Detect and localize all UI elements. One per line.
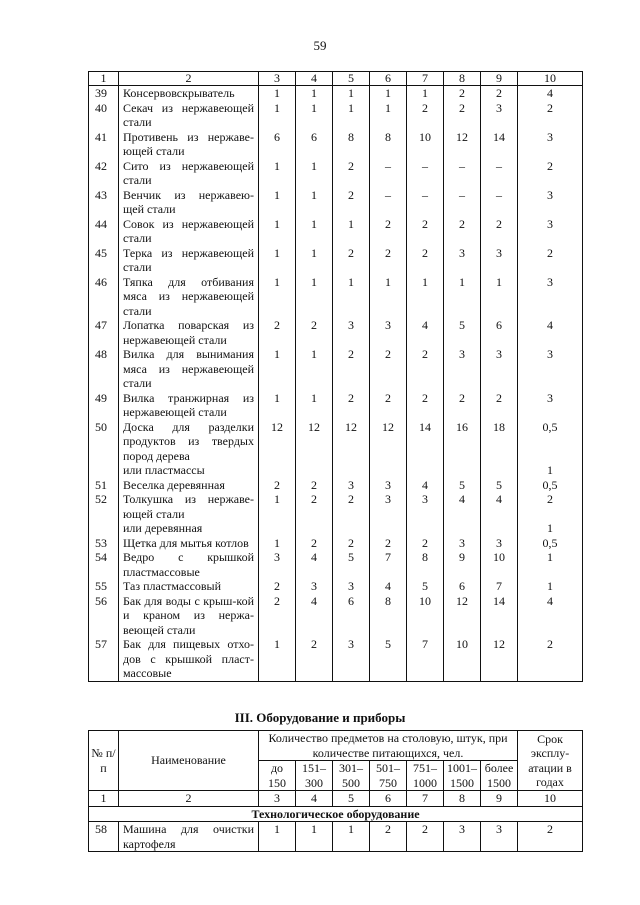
column-number: 4 xyxy=(296,72,333,86)
quantity-cell: 2 xyxy=(370,822,407,852)
quantity-cell: 14 xyxy=(481,130,518,159)
quantity-cell: 5 xyxy=(370,637,407,681)
quantity-cell: 2 xyxy=(407,101,444,130)
service-life: 2 xyxy=(518,246,583,275)
quantity-cell xyxy=(370,463,407,478)
quantity-cell: 1 xyxy=(333,86,370,101)
table-row xyxy=(89,275,583,319)
quantity-cell: 4 xyxy=(407,318,444,347)
quantity-cell: 2 xyxy=(333,246,370,275)
row-number xyxy=(89,463,119,478)
service-life: 1 xyxy=(518,579,583,594)
quantity-cell: 1 xyxy=(259,347,296,391)
quantity-cell: 12 xyxy=(444,594,481,638)
quantity-cell: 1 xyxy=(259,246,296,275)
column-number: 1 xyxy=(89,72,119,86)
quantity-cell: 7 xyxy=(370,550,407,579)
quantity-cell: 3 xyxy=(333,318,370,347)
item-name: или деревянная xyxy=(119,521,259,536)
quantity-cell xyxy=(259,463,296,478)
item-name: или пластмассы xyxy=(119,463,259,478)
item-name: Сито из нержавеющей стали xyxy=(119,159,259,188)
quantity-cell: 14 xyxy=(481,594,518,638)
quantity-cell: 2 xyxy=(259,594,296,638)
row-number: 53 xyxy=(89,536,119,551)
item-name: Веселка деревянная xyxy=(119,478,259,493)
quantity-cell: 2 xyxy=(407,347,444,391)
service-life: 3 xyxy=(518,217,583,246)
quantity-cell: 2 xyxy=(333,536,370,551)
quantity-cell: 2 xyxy=(370,536,407,551)
service-life: 2 xyxy=(518,822,583,852)
column-number: 1 xyxy=(89,791,119,807)
quantity-cell: 1 xyxy=(333,217,370,246)
quantity-cell: 2 xyxy=(444,101,481,130)
quantity-cell: 1 xyxy=(259,159,296,188)
table-row xyxy=(89,86,583,101)
row-number: 44 xyxy=(89,217,119,246)
quantity-cell xyxy=(370,521,407,536)
quantity-cell: 6 xyxy=(296,130,333,159)
row-number: 57 xyxy=(89,637,119,681)
service-life: 3 xyxy=(518,188,583,217)
quantity-cell: 2 xyxy=(296,637,333,681)
quantity-cell: 7 xyxy=(481,579,518,594)
column-number: 6 xyxy=(370,791,407,807)
quantity-cell: – xyxy=(370,188,407,217)
table-row xyxy=(89,521,583,536)
row-number: 52 xyxy=(89,492,119,521)
range-header: 751– 1000 xyxy=(407,761,444,791)
header-quantity: Количество предметов на столовую, штук, при количестве питающихся, чел. xyxy=(259,731,518,761)
quantity-cell: 1 xyxy=(296,101,333,130)
quantity-cell: 2 xyxy=(259,579,296,594)
column-number: 10 xyxy=(518,791,583,807)
quantity-cell: 1 xyxy=(296,188,333,217)
quantity-cell: – xyxy=(407,188,444,217)
quantity-cell: 1 xyxy=(296,86,333,101)
row-number: 50 xyxy=(89,420,119,464)
service-life: 0,5 xyxy=(518,420,583,464)
column-number: 3 xyxy=(259,72,296,86)
quantity-cell: 2 xyxy=(444,391,481,420)
table-row xyxy=(89,822,583,852)
quantity-cell: 4 xyxy=(481,492,518,521)
row-number xyxy=(89,521,119,536)
utensils-table xyxy=(88,71,583,682)
table-row xyxy=(89,347,583,391)
quantity-cell: 4 xyxy=(444,492,481,521)
range-header: более 1500 xyxy=(481,761,518,791)
quantity-cell: 5 xyxy=(444,478,481,493)
quantity-cell: 5 xyxy=(481,478,518,493)
quantity-cell: 3 xyxy=(259,550,296,579)
quantity-cell: 1 xyxy=(296,822,333,852)
item-name: Таз пластмассовый xyxy=(119,579,259,594)
header-name: Наименование xyxy=(119,731,259,791)
quantity-cell: 2 xyxy=(407,217,444,246)
quantity-cell: 1 xyxy=(296,159,333,188)
table-row xyxy=(89,130,583,159)
quantity-cell: 6 xyxy=(259,130,296,159)
quantity-cell: 3 xyxy=(444,246,481,275)
quantity-cell: 12 xyxy=(333,420,370,464)
quantity-cell: 1 xyxy=(259,637,296,681)
quantity-cell: 5 xyxy=(333,550,370,579)
quantity-cell: 1 xyxy=(259,217,296,246)
item-name: Вилка транжирная из нержавеющей стали xyxy=(119,391,259,420)
quantity-cell: 1 xyxy=(259,536,296,551)
quantity-cell: 6 xyxy=(481,318,518,347)
column-number: 9 xyxy=(481,791,518,807)
service-life: 2 xyxy=(518,492,583,521)
quantity-cell: 1 xyxy=(481,275,518,319)
table-row xyxy=(89,188,583,217)
service-life: 2 xyxy=(518,637,583,681)
quantity-cell: 2 xyxy=(407,246,444,275)
column-number: 7 xyxy=(407,791,444,807)
quantity-cell: 2 xyxy=(333,347,370,391)
quantity-cell: 3 xyxy=(481,822,518,852)
quantity-cell: 1 xyxy=(296,246,333,275)
quantity-cell: 3 xyxy=(407,492,444,521)
quantity-cell: 8 xyxy=(370,594,407,638)
table-row xyxy=(89,594,583,638)
quantity-cell xyxy=(481,463,518,478)
column-number: 8 xyxy=(444,791,481,807)
service-life: 3 xyxy=(518,275,583,319)
row-number: 42 xyxy=(89,159,119,188)
table-row xyxy=(89,463,583,478)
quantity-cell: 1 xyxy=(333,101,370,130)
table-row xyxy=(89,246,583,275)
service-life: 0,5 xyxy=(518,478,583,493)
quantity-cell: 14 xyxy=(407,420,444,464)
quantity-cell: 1 xyxy=(407,275,444,319)
service-life: 3 xyxy=(518,347,583,391)
quantity-cell: 2 xyxy=(444,217,481,246)
quantity-cell: 1 xyxy=(259,101,296,130)
column-number: 3 xyxy=(259,791,296,807)
quantity-cell: 8 xyxy=(333,130,370,159)
column-number: 4 xyxy=(296,791,333,807)
quantity-cell: 2 xyxy=(407,536,444,551)
service-life: 4 xyxy=(518,86,583,101)
quantity-cell: 1 xyxy=(407,86,444,101)
quantity-cell: 10 xyxy=(407,130,444,159)
header-number: № п/п xyxy=(89,731,119,791)
column-number: 8 xyxy=(444,72,481,86)
quantity-cell: 3 xyxy=(481,101,518,130)
quantity-cell: – xyxy=(481,188,518,217)
quantity-cell: – xyxy=(481,159,518,188)
quantity-cell: 3 xyxy=(370,478,407,493)
quantity-cell: 2 xyxy=(407,822,444,852)
item-name: Консервовскрыватель xyxy=(119,86,259,101)
item-name: Терка из нержавеющей стали xyxy=(119,246,259,275)
quantity-cell: 1 xyxy=(259,188,296,217)
quantity-cell xyxy=(481,521,518,536)
quantity-cell: 1 xyxy=(333,822,370,852)
table-row xyxy=(89,391,583,420)
quantity-cell: 2 xyxy=(333,188,370,217)
quantity-cell: 2 xyxy=(296,492,333,521)
quantity-cell: 1 xyxy=(259,86,296,101)
column-number-row xyxy=(89,72,583,86)
quantity-cell: 2 xyxy=(370,246,407,275)
range-header: до 150 xyxy=(259,761,296,791)
service-life: 0,5 xyxy=(518,536,583,551)
item-name: Венчик из нержавею-щей стали xyxy=(119,188,259,217)
quantity-cell: – xyxy=(444,188,481,217)
quantity-cell: 3 xyxy=(370,318,407,347)
item-name: Доска для разделки продуктов из твердых пород дерева xyxy=(119,420,259,464)
quantity-cell: – xyxy=(370,159,407,188)
quantity-cell: 9 xyxy=(444,550,481,579)
quantity-cell: 3 xyxy=(481,246,518,275)
service-life: 2 xyxy=(518,101,583,130)
quantity-cell: 1 xyxy=(444,275,481,319)
quantity-cell: 12 xyxy=(259,420,296,464)
quantity-cell: 3 xyxy=(444,822,481,852)
quantity-cell: 2 xyxy=(481,391,518,420)
row-number: 39 xyxy=(89,86,119,101)
quantity-cell: 4 xyxy=(370,579,407,594)
item-name: Бак для пищевых отхо-дов с крышкой пласт-массовые xyxy=(119,637,259,681)
service-life: 1 xyxy=(518,463,583,478)
table-row xyxy=(89,318,583,347)
quantity-cell xyxy=(296,463,333,478)
quantity-cell xyxy=(407,463,444,478)
column-number: 2 xyxy=(119,72,259,86)
quantity-cell: 2 xyxy=(333,391,370,420)
quantity-cell: 2 xyxy=(370,347,407,391)
quantity-cell: 1 xyxy=(370,101,407,130)
quantity-cell xyxy=(333,463,370,478)
quantity-cell: 2 xyxy=(333,159,370,188)
quantity-cell: 1 xyxy=(259,391,296,420)
table-row xyxy=(89,492,583,521)
quantity-cell: 2 xyxy=(481,217,518,246)
row-number: 56 xyxy=(89,594,119,638)
quantity-cell: 8 xyxy=(407,550,444,579)
row-number: 45 xyxy=(89,246,119,275)
quantity-cell: 2 xyxy=(370,217,407,246)
table-row xyxy=(89,637,583,681)
quantity-cell: 2 xyxy=(259,478,296,493)
quantity-cell: 3 xyxy=(481,536,518,551)
quantity-cell: 2 xyxy=(296,318,333,347)
row-number: 48 xyxy=(89,347,119,391)
column-number: 7 xyxy=(407,72,444,86)
service-life: 3 xyxy=(518,391,583,420)
quantity-cell: 1 xyxy=(259,275,296,319)
quantity-cell: 1 xyxy=(259,822,296,852)
quantity-cell: 2 xyxy=(481,86,518,101)
quantity-cell: 7 xyxy=(407,637,444,681)
quantity-cell: – xyxy=(407,159,444,188)
quantity-cell: 1 xyxy=(296,391,333,420)
item-name: Противень из нержаве-ющей стали xyxy=(119,130,259,159)
row-number: 51 xyxy=(89,478,119,493)
item-name: Совок из нержавеющей стали xyxy=(119,217,259,246)
row-number: 58 xyxy=(89,822,119,852)
quantity-cell: 4 xyxy=(407,478,444,493)
section-title: III. Оборудование и приборы xyxy=(234,710,406,725)
item-name: Бак для воды с крыш-кой и краном из нержа-веющей стали xyxy=(119,594,259,638)
table-row xyxy=(89,159,583,188)
table-row xyxy=(89,101,583,130)
row-number: 55 xyxy=(89,579,119,594)
quantity-cell: 10 xyxy=(481,550,518,579)
quantity-cell xyxy=(296,521,333,536)
service-life: 2 xyxy=(518,159,583,188)
range-header: 301– 500 xyxy=(333,761,370,791)
quantity-cell: 1 xyxy=(296,217,333,246)
quantity-cell: 1 xyxy=(296,275,333,319)
item-name: Толкушка из нержаве-ющей стали xyxy=(119,492,259,521)
quantity-cell: 5 xyxy=(444,318,481,347)
quantity-cell: 2 xyxy=(333,492,370,521)
quantity-cell: 4 xyxy=(296,594,333,638)
table-row xyxy=(89,420,583,464)
range-header: 501– 750 xyxy=(370,761,407,791)
header-service-life: Срок эксплу-атации в годах xyxy=(518,731,583,791)
quantity-cell: – xyxy=(444,159,481,188)
column-number-row xyxy=(89,791,583,807)
page-number: 59 xyxy=(313,38,327,53)
quantity-cell: 2 xyxy=(296,478,333,493)
item-name: Ведро с крышкой пластмассовые xyxy=(119,550,259,579)
quantity-cell: 12 xyxy=(444,130,481,159)
column-number: 10 xyxy=(518,72,583,86)
quantity-cell: 10 xyxy=(407,594,444,638)
quantity-cell: 3 xyxy=(444,536,481,551)
service-life: 4 xyxy=(518,318,583,347)
service-life: 1 xyxy=(518,550,583,579)
row-number: 49 xyxy=(89,391,119,420)
quantity-cell: 12 xyxy=(481,637,518,681)
service-life: 4 xyxy=(518,594,583,638)
column-number: 5 xyxy=(333,72,370,86)
column-number: 5 xyxy=(333,791,370,807)
quantity-cell xyxy=(333,521,370,536)
row-number: 46 xyxy=(89,275,119,319)
row-number: 40 xyxy=(89,101,119,130)
quantity-cell: 1 xyxy=(370,275,407,319)
item-name: Тяпка для отбивания мяса из нержавеющей стали xyxy=(119,275,259,319)
row-number: 41 xyxy=(89,130,119,159)
quantity-cell: 3 xyxy=(296,579,333,594)
quantity-cell: 16 xyxy=(444,420,481,464)
quantity-cell: 3 xyxy=(333,637,370,681)
quantity-cell: 2 xyxy=(259,318,296,347)
quantity-cell: 3 xyxy=(333,579,370,594)
service-life: 3 xyxy=(518,130,583,159)
quantity-cell: 5 xyxy=(407,579,444,594)
quantity-cell: 3 xyxy=(444,347,481,391)
quantity-cell xyxy=(259,521,296,536)
quantity-cell: 18 xyxy=(481,420,518,464)
row-number: 47 xyxy=(89,318,119,347)
quantity-cell: 6 xyxy=(333,594,370,638)
item-name: Щетка для мытья котлов xyxy=(119,536,259,551)
table-row xyxy=(89,550,583,579)
quantity-cell: 12 xyxy=(296,420,333,464)
table-row xyxy=(89,478,583,493)
quantity-cell xyxy=(444,521,481,536)
table-row xyxy=(89,579,583,594)
quantity-cell: 1 xyxy=(333,275,370,319)
item-name: Секач из нержавеющей стали xyxy=(119,101,259,130)
quantity-cell xyxy=(444,463,481,478)
quantity-cell xyxy=(407,521,444,536)
quantity-cell: 2 xyxy=(444,86,481,101)
item-name: Вилка для вынимания мяса из нержавеющей стали xyxy=(119,347,259,391)
row-number: 54 xyxy=(89,550,119,579)
quantity-cell: 8 xyxy=(370,130,407,159)
equipment-table xyxy=(88,730,583,852)
quantity-cell: 1 xyxy=(259,492,296,521)
quantity-cell: 2 xyxy=(370,391,407,420)
quantity-cell: 12 xyxy=(370,420,407,464)
range-header: 151– 300 xyxy=(296,761,333,791)
quantity-cell: 1 xyxy=(296,347,333,391)
quantity-cell: 10 xyxy=(444,637,481,681)
quantity-cell: 1 xyxy=(370,86,407,101)
item-name: Лопатка поварская из нержавеющей стали xyxy=(119,318,259,347)
quantity-cell: 2 xyxy=(296,536,333,551)
table-row xyxy=(89,536,583,551)
group-title: Технологическое оборудование xyxy=(89,806,583,822)
range-header: 1001– 1500 xyxy=(444,761,481,791)
table-row xyxy=(89,217,583,246)
quantity-cell: 3 xyxy=(481,347,518,391)
quantity-cell: 3 xyxy=(333,478,370,493)
quantity-cell: 3 xyxy=(370,492,407,521)
row-number: 43 xyxy=(89,188,119,217)
item-name: Машина для очистки картофеля xyxy=(119,822,259,852)
column-number: 2 xyxy=(119,791,259,807)
service-life: 1 xyxy=(518,521,583,536)
column-number: 6 xyxy=(370,72,407,86)
quantity-cell: 4 xyxy=(296,550,333,579)
quantity-cell: 6 xyxy=(444,579,481,594)
column-number: 9 xyxy=(481,72,518,86)
quantity-cell: 2 xyxy=(407,391,444,420)
